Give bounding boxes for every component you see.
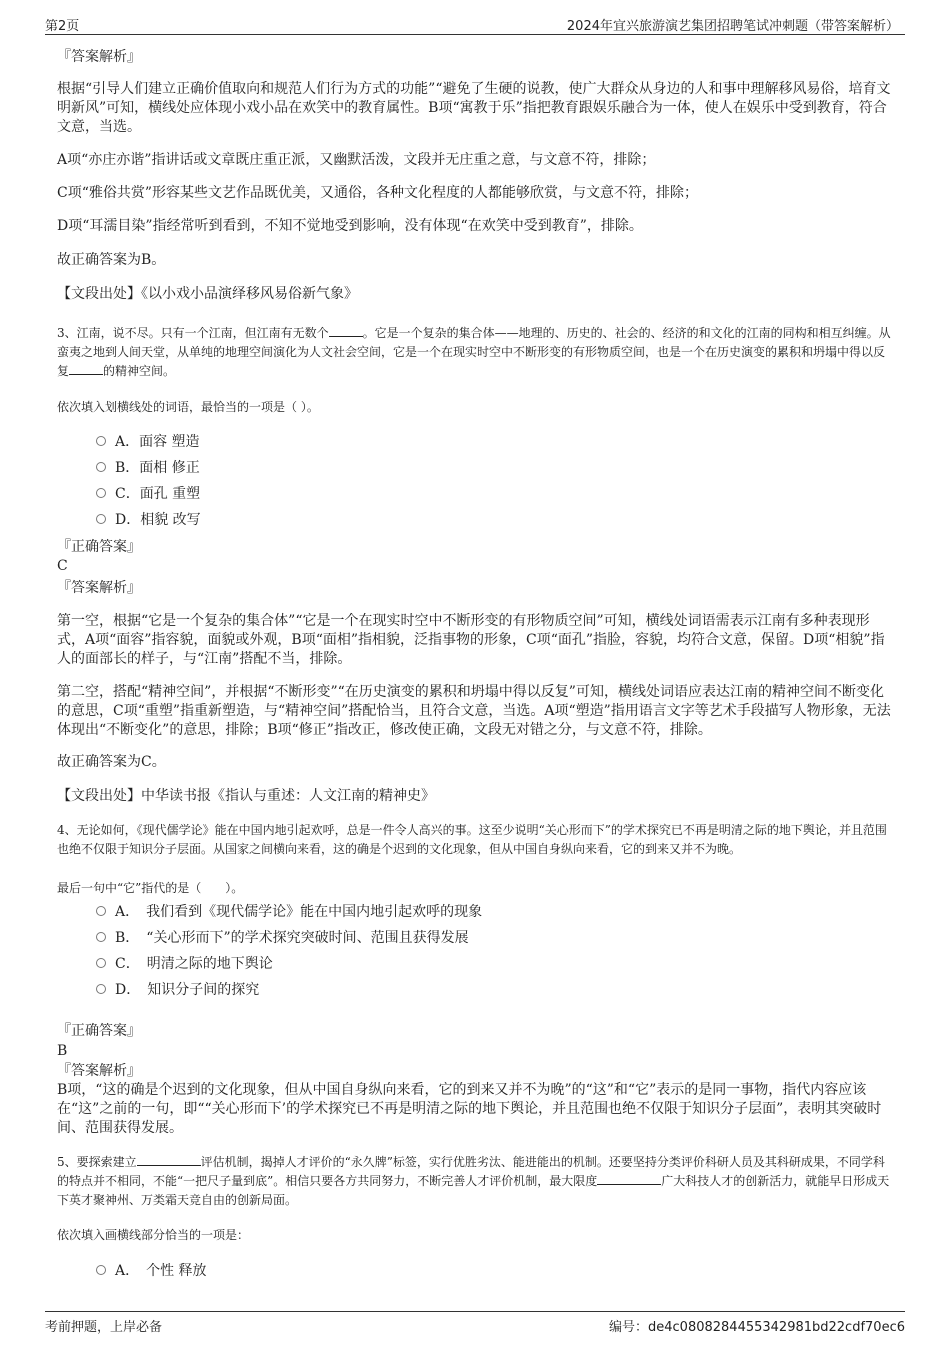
q2-analysis-paragraph: 根据“引导人们建立正确价值取向和规范人们行为方式的功能”“避免了生硬的说教，使广大群众从身边的人和事中理解移风易俗，培育文明新风”可知，横线处应体现小戏小品在欢笑中的教育属性。B项“寓教于乐”指把教育跟娱乐融合为一体，使人在娱乐中受到教育，符合文意，当选。 bbox=[57, 81, 891, 135]
q5-stem-part-1: 5、要探索建立 bbox=[57, 1155, 137, 1169]
radio-icon[interactable] bbox=[96, 462, 106, 472]
page-footer bbox=[45, 1311, 905, 1334]
q4-analysis: B项，“这的确是个迟到的文化现象，但从中国自身纵向来看，它的到来又并不为晚”的“这”和“它”表示的是同一事物，指代内容应该在“这”之前的一句，即““关心形而下’的学术探究已不再是明清之际的地下舆论，并且范围也绝不仅限于知识分子层面”，表明其突破时间、范围获得发展。 bbox=[57, 1082, 882, 1136]
q5-instruction: 依次填入画横线部分恰当的一项是： bbox=[57, 1228, 250, 1242]
q4-option-d-label: D． 知识分子间的探究 bbox=[115, 982, 260, 998]
q2-analysis-option-a: A项“亦庄亦谐”指讲话或文章既庄重正派，又幽默活泼，文段并无庄重之意，与文意不符，排除； bbox=[57, 152, 656, 168]
q2-analysis-option-c: C项“雅俗共赏”形容某些文艺作品既优美，又通俗，各种文化程度的人都能够欣赏，与文意不符，排除； bbox=[57, 185, 699, 201]
q2-source: 【文段出处】《以小戏小品演绎移风易俗新气象》 bbox=[57, 286, 358, 302]
q4-option-a[interactable] bbox=[96, 903, 482, 922]
q3-option-b-label: B．面相 修正 bbox=[115, 460, 200, 476]
q3-source: 【文段出处】中华读书报《指认与重述：人文江南的精神史》 bbox=[57, 788, 435, 804]
radio-icon[interactable] bbox=[96, 514, 106, 524]
q3-option-a-label: A．面容 塑造 bbox=[115, 434, 200, 450]
blank-line bbox=[137, 1153, 201, 1166]
q4-analysis-label: 『答案解析』 bbox=[57, 1063, 141, 1079]
q3-option-d[interactable] bbox=[96, 511, 201, 530]
q3-option-c[interactable] bbox=[96, 485, 200, 504]
q3-answer: C bbox=[57, 558, 68, 574]
q4-stem: 4、无论如何，《现代儒学论》能在中国内地引起欢呼，总是一件令人高兴的事。这至少说明“关心形而下”的学术探究已不再是明清之际的地下舆论，并且范围也绝不仅限于知识分子层面。从国家之间横向来看，这的确是个迟到的文化现象，但从中国自身纵向来看，它的到来又并不为晚。 bbox=[57, 823, 887, 856]
blank-line bbox=[69, 362, 103, 375]
q2-analysis-option-d: D项“耳濡目染”指经常听到看到，不知不觉地受到影响，没有体现“在欢笑中受到教育”，排除。 bbox=[57, 218, 643, 234]
q4-option-b[interactable] bbox=[96, 929, 469, 948]
page-number: 第2页 bbox=[45, 19, 80, 34]
q3-option-b[interactable] bbox=[96, 459, 200, 478]
blank-line bbox=[329, 324, 363, 337]
q4-option-a-label: A． 我们看到《现代儒学论》能在中国内地引起欢呼的现象 bbox=[115, 904, 483, 920]
q3-stem bbox=[57, 324, 893, 381]
q3-analysis-paragraph-1: 第一空，根据“它是一个复杂的集合体”“它是一个在现实时空中不断形变的有形物质空间”可知，横线处词语需表示江南有多种表现形式，A项“面容”指容貌，面貌或外观，B项“面相”指相貌，泛指事物的形象，C项“面孔”指脸，容貌，均符合文意，保留。D项“相貌”指人的面部长的样子，与“江南”搭配不当，排除。 bbox=[57, 613, 885, 667]
radio-icon[interactable] bbox=[96, 906, 106, 916]
q4-option-c[interactable] bbox=[96, 955, 273, 974]
q5-option-a-label: A． 个性 释放 bbox=[115, 1263, 207, 1279]
q3-stem-part-1: 3、江南，说不尽。只有一个江南，但江南有无数个 bbox=[57, 326, 329, 340]
footer-document-id: 编号：de4c0808284455342981bd22cdf70ec6 bbox=[609, 1320, 905, 1335]
q3-instruction: 依次填入划横线处的词语，最恰当的一项是（ ）。 bbox=[57, 400, 319, 414]
q3-stem-part-2: 。它是一个复杂的集合体——地理的、历史的、社会的、经济的和文化的江南的同构和相互纠缠。从蛮夷之地到人间天堂，从单纯的地理空间演化为人文社会空间，它是一个在现实时空中不断形变的有形物质空间，也是一个在历史演变的累积和坍塌中得以反复 bbox=[57, 326, 891, 378]
q3-analysis-paragraph-2: 第二空，搭配“精神空间”，并根据“不断形变”“在历史演变的累积和坍塌中得以反复”可知，横线处词语应表达江南的精神空间不断变化的意思，C项“重塑”指重新塑造，与“精神空间”搭配恰当，且符合文意，当选。A项“塑造”指用语言文字等艺术手段描写人物形象，无法体现出“不断变化”的意思，排除；B项“修正”指改正，修改使正确，文段无对错之分，与文意不符，排除。 bbox=[57, 684, 891, 738]
q5-stem-part-2: 评估机制，揭掉人才评价的“永久牌”标签，实行优胜劣汰、能进能出的机制。还要坚持分类评价科研人员及其科研成果，不同学科的特点并不相同，不能“一把尺子量到底”。相信只要各方共同努力，不断完善人才评价机制，最大限度 bbox=[57, 1155, 885, 1188]
q4-answer: B bbox=[57, 1043, 68, 1059]
q3-option-d-label: D．相貌 改写 bbox=[115, 512, 201, 528]
q2-analysis-label: 『答案解析』 bbox=[57, 49, 141, 65]
q2-conclusion: 故正确答案为B。 bbox=[57, 252, 166, 268]
radio-icon[interactable] bbox=[96, 488, 106, 498]
q4-option-b-label: B． “关心形而下”的学术探究突破时间、范围且获得发展 bbox=[115, 930, 469, 946]
q3-answer-label: 『正确答案』 bbox=[57, 539, 141, 555]
q3-analysis-label: 『答案解析』 bbox=[57, 580, 141, 596]
footer-slogan: 考前押题，上岸必备 bbox=[45, 1320, 163, 1335]
q3-conclusion: 故正确答案为C。 bbox=[57, 754, 166, 770]
radio-icon[interactable] bbox=[96, 436, 106, 446]
q3-option-c-label: C．面孔 重塑 bbox=[115, 486, 201, 502]
page-header bbox=[45, 14, 905, 35]
q4-answer-label: 『正确答案』 bbox=[57, 1023, 141, 1039]
radio-icon[interactable] bbox=[96, 958, 106, 968]
q4-option-c-label: C． 明清之际的地下舆论 bbox=[115, 956, 273, 972]
radio-icon[interactable] bbox=[96, 1265, 106, 1275]
q4-option-d[interactable] bbox=[96, 981, 259, 1000]
radio-icon[interactable] bbox=[96, 932, 106, 942]
q3-option-a[interactable] bbox=[96, 433, 200, 452]
radio-icon[interactable] bbox=[96, 984, 106, 994]
q5-stem bbox=[57, 1153, 893, 1210]
q4-question: 最后一句中“它”指代的是（ ）。 bbox=[57, 881, 244, 895]
q3-stem-part-3: 的精神空间。 bbox=[103, 364, 176, 378]
q5-stem-part-3: 广大科技人才的创新活力，就能早日形成天下英才聚神州、万类霜天竞自由的创新局面。 bbox=[57, 1174, 890, 1207]
blank-line bbox=[597, 1172, 661, 1185]
document-title: 2024年宜兴旅游演艺集团招聘笔试冲刺题（带答案解析） bbox=[566, 19, 899, 34]
q5-option-a[interactable] bbox=[96, 1262, 207, 1281]
